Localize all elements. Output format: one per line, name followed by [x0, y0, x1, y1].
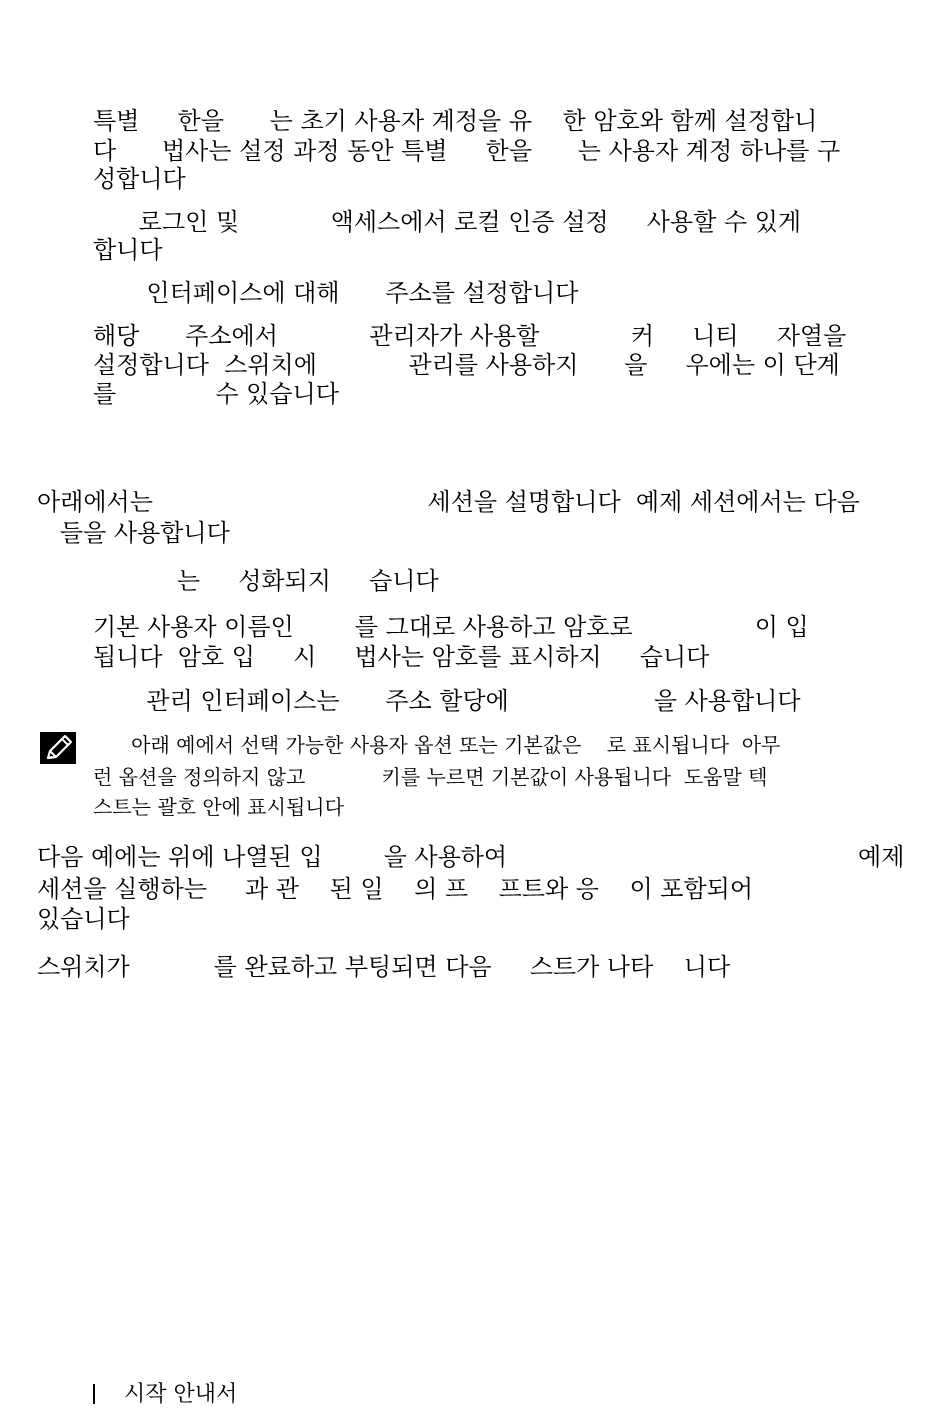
pencil-note-icon	[40, 732, 76, 764]
list-a-item2-line2: 합니다	[93, 236, 163, 264]
boot-para-line1: 스위치가 를 완료하고 부팅되면 다음 스트가 나타 니다	[37, 953, 731, 981]
list-b-item2-line1: 기본 사용자 이름인 를 그대로 사용하고 암호로 이 입	[93, 613, 809, 641]
list-a-item4-line3: 를 수 있습니다	[93, 380, 339, 408]
list-a-item1-line1: 특별 한을 는 초기 사용자 계정을 유 한 암호와 함께 설정합니	[93, 107, 818, 135]
footer-title: 시작 안내서	[124, 1382, 238, 1407]
note-line3: 스트는 괄호 안에 표시됩니다	[93, 795, 344, 819]
list-b-item3-line1: 관리 인터페이스는 주소 할당에 을 사용합니다	[93, 687, 801, 715]
example-para-line3: 있습니다	[37, 905, 130, 933]
list-b-item2-line2: 됩니다 암호 입 시 법사는 암호를 표시하지 습니다	[93, 643, 710, 671]
example-para-line1: 다음 예에는 위에 나열된 입 을 사용하여 예제	[37, 843, 905, 871]
list-a-item1-line3: 성합니다	[93, 165, 186, 193]
intro-line2: 들을 사용합니다	[37, 519, 230, 547]
list-a-item1-line2: 다 법사는 설정 과정 동안 특별 한을 는 사용자 계정 하나를 구	[93, 137, 841, 165]
list-a-item2-line1: 로그인 및 액세스에서 로컬 인증 설정 사용할 수 있게	[93, 208, 802, 236]
list-a-item4-line2: 설정합니다 스위치에 관리를 사용하지 을 우에는 이 단계	[93, 351, 840, 379]
list-a-item4-line1: 해당 주소에서 관리자가 사용할 커 니티 자열을	[93, 322, 847, 350]
list-b-item1-line1: 는 성화되지 습니다	[93, 567, 439, 595]
list-a-item3-line1: 인터페이스에 대해 주소를 설정합니다	[93, 279, 579, 307]
intro-line1: 아래에서는 세션을 설명합니다 예제 세션에서는 다음	[37, 488, 860, 516]
example-para-line2: 세션을 실행하는 과 관 된 일 의 프 프트와 응 이 포함되어	[37, 875, 754, 903]
note-line2: 런 옵션을 정의하지 않고 키를 누르면 기본값이 사용됩니다 도움말 텍	[93, 765, 768, 789]
footer-divider	[93, 1384, 95, 1404]
note-line1: 아래 예에서 선택 가능한 사용자 옵션 또는 기본값은 로 표시됩니다 아무	[93, 733, 781, 757]
